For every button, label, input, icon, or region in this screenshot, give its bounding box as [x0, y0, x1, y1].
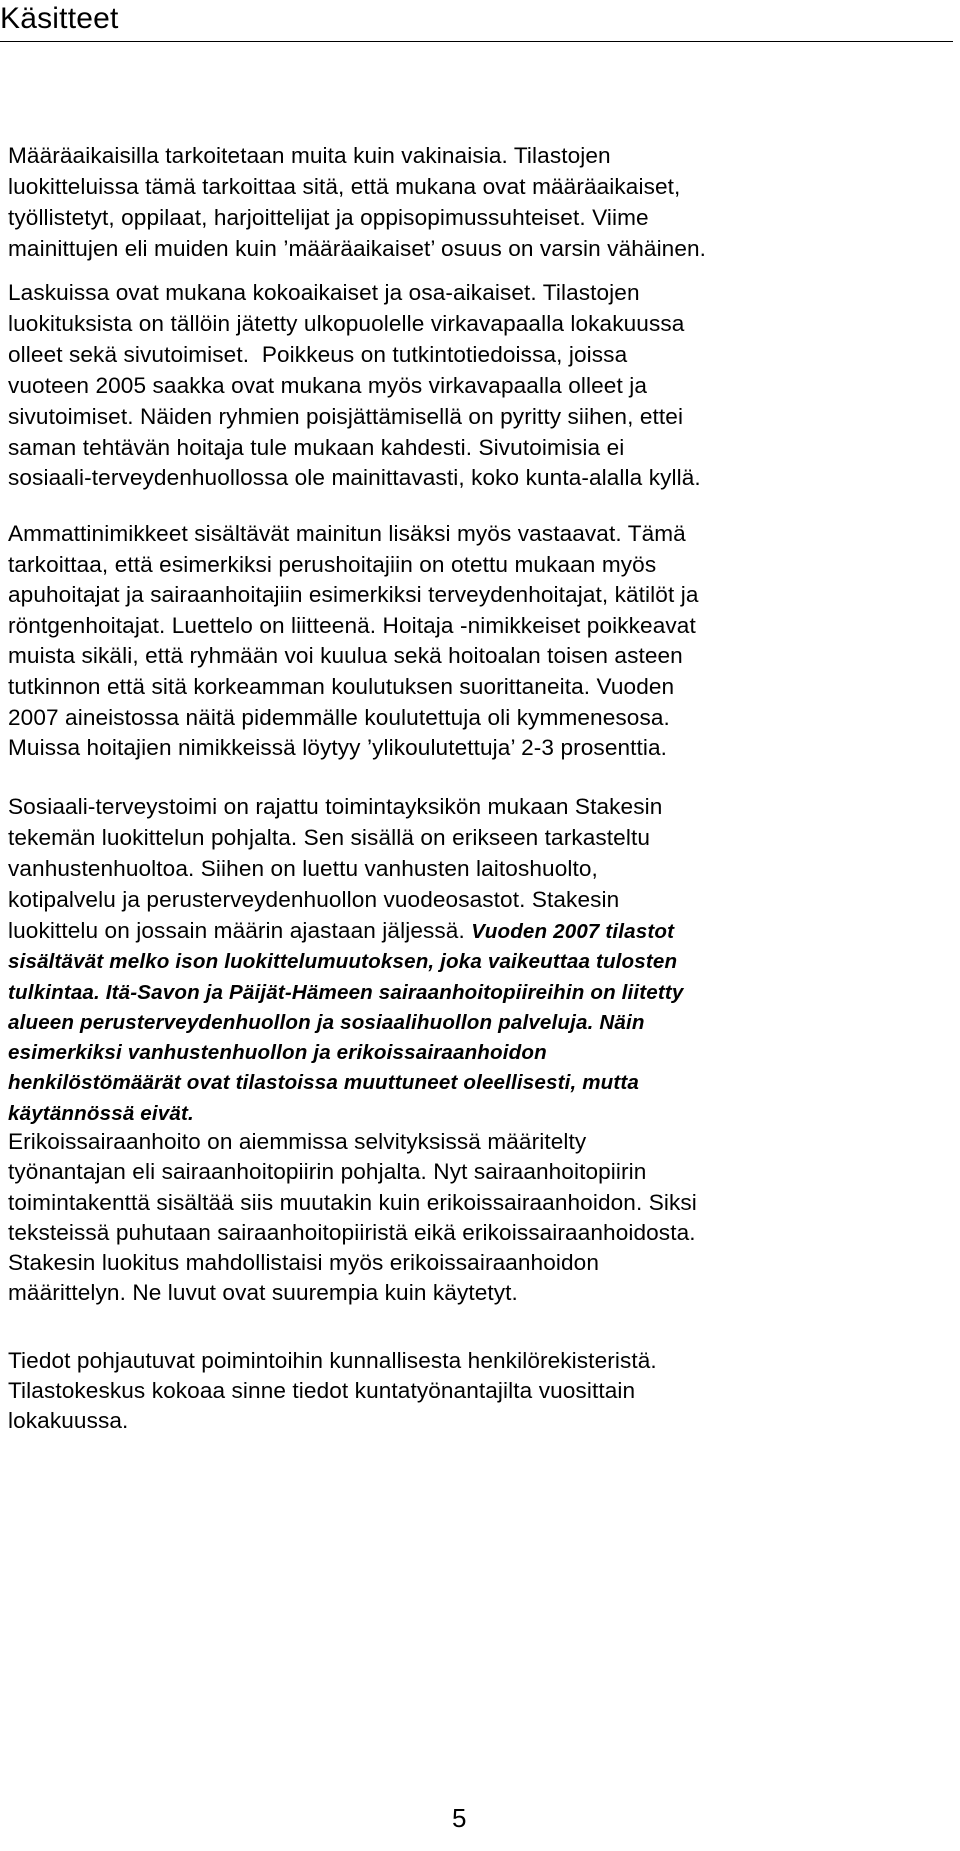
paragraph-line: tekemän luokittelun pohjalta. Sen sisällä on erikseen tarkasteltu	[8, 825, 651, 850]
paragraph-line: 2007 aineistossa näitä pidemmälle koulutettuja oli kymmenesosa.	[8, 704, 670, 730]
paragraph-fixed-term-definition	[8, 140, 943, 264]
emphasized-line: esimerkiksi vanhustenhuollon ja erikoissairaanhoidon	[8, 1041, 547, 1065]
page-title: Käsitteet	[0, 2, 119, 35]
paragraph-line: Tiedot pohjautuvat poimintoihin kunnallisesta henkilörekisteristä.	[8, 1348, 657, 1373]
paragraph-line: toimintakenttä sisältää siis muutakin kuin erikoissairaanhoidon. Siksi	[8, 1189, 697, 1215]
page-header	[0, 0, 953, 42]
paragraph-line: muista sikäli, että ryhmään voi kuulua sekä hoitoalan toisen asteen	[8, 643, 683, 669]
paragraph-counting-rules	[8, 278, 943, 494]
paragraph-line: sivutoimiset. Näiden ryhmien poisjättämisellä on pyritty siihen, ettei	[8, 403, 684, 429]
paragraph-data-sources	[8, 1346, 943, 1437]
paragraph-line: lokakuussa.	[8, 1408, 129, 1434]
paragraph-line: työllistetyt, oppilaat, harjoittelijat ja oppisopimussuhteiset. Viime	[8, 205, 649, 230]
paragraph-line: röntgenhoitajat. Luettelo on liitteenä. Hoitaja -nimikkeiset poikkeavat	[8, 612, 696, 638]
paragraph-line: Muissa hoitajien nimikkeissä löytyy ’ylikoulutettuja’ 2-3 prosenttia.	[8, 735, 668, 761]
paragraph-line: olleet sekä sivutoimiset. Poikkeus on tutkintotiedoissa, joissa	[8, 341, 628, 367]
emphasized-text: Vuoden 2007 tilastot	[471, 920, 675, 943]
paragraph-line: vanhustenhuoltoa. Siihen on luettu vanhusten laitoshuolto,	[8, 856, 598, 881]
mixed-line-plain-text: luokittelu on jossain määrin ajastaan jäljessä.	[8, 918, 472, 943]
paragraph-line: määrittelyn. Ne luvut ovat suurempia kuin käytetyt.	[8, 1280, 518, 1306]
emphasized-line: henkilöstömäärät ovat tilastoissa muuttuneet oleellisesti, mutta	[8, 1071, 640, 1095]
paragraph-line: Ammattinimikkeet sisältävät mainitun lisäksi myös vastaavat. Tämä	[8, 521, 686, 546]
emphasized-line: sisältävät melko ison luokittelumuutoksen, joka vaikeuttaa tulosten	[8, 950, 678, 974]
page-number: 5	[452, 1803, 467, 1833]
paragraph-line: vuoteen 2005 saakka ovat mukana myös virkavapaalla olleet ja	[8, 372, 647, 398]
paragraph-line: työnantajan eli sairaanhoitopiirin pohjalta. Nyt sairaanhoitopiirin	[8, 1159, 647, 1185]
paragraph-line: sosiaali-terveydenhuollossa ole mainittavasti, koko kunta-alalla kyllä.	[8, 465, 701, 491]
paragraph-occupational-titles	[8, 519, 943, 764]
paragraph-line: teksteissä puhutaan sairaanhoitopiiristä eikä erikoissairaanhoidosta.	[8, 1219, 696, 1245]
paragraph-line: luokituksista on tällöin jätetty ulkopuolelle virkavapaalla lokakuussa	[8, 310, 685, 336]
emphasized-line: käytännössä eivät.	[8, 1101, 194, 1125]
paragraph-line: Laskuissa ovat mukana kokoaikaiset ja osa-aikaiset. Tilastojen	[8, 280, 640, 305]
paragraph-line: tarkoittaa, että esimerkiksi perushoitajiin on otettu mukaan myös	[8, 551, 657, 577]
paragraph-social-health-services	[8, 791, 943, 1129]
paragraph-line: apuhoitajat ja sairaanhoitajiin esimerkiksi terveydenhoitajat, kätilöt ja	[8, 582, 699, 608]
paragraph-line	[8, 915, 943, 947]
paragraph-line: mainittujen eli muiden kuin ’määräaikaiset’ osuus on varsin vähäinen.	[8, 236, 707, 261]
paragraph-line: Erikoissairaanhoito on aiemmissa selvityksissä määritelty	[8, 1129, 587, 1154]
paragraph-line: Määräaikaisilla tarkoitetaan muita kuin vakinaisia. Tilastojen	[8, 143, 611, 168]
paragraph-line: tutkinnon että sitä korkeamman koulutuksen suorittaneita. Vuoden	[8, 673, 675, 699]
paragraph-line: kotipalvelu ja perusterveydenhuollon vuodeosastot. Stakesin	[8, 887, 620, 912]
paragraph-line: Sosiaali-terveystoimi on rajattu toimintayksikön mukaan Stakesin	[8, 794, 663, 819]
paragraph-specialized-care	[8, 1127, 943, 1309]
paragraph-line: Stakesin luokitus mahdollistaisi myös erikoissairaanhoidon	[8, 1250, 600, 1276]
emphasized-line: alueen perusterveydenhuollon ja sosiaalihuollon palveluja. Näin	[8, 1010, 645, 1034]
paragraph-line: luokitteluissa tämä tarkoittaa sitä, että mukana ovat määräaikaiset,	[8, 174, 681, 199]
paragraph-line: saman tehtävän hoitaja tule mukaan kahdesti. Sivutoimisia ei	[8, 434, 625, 460]
emphasized-line: tulkintaa. Itä-Savon ja Päijät-Hämeen sairaanhoitopiireihin on liitetty	[8, 980, 684, 1004]
paragraph-line: Tilastokeskus kokoaa sinne tiedot kuntatyönantajilta vuosittain	[8, 1378, 636, 1404]
